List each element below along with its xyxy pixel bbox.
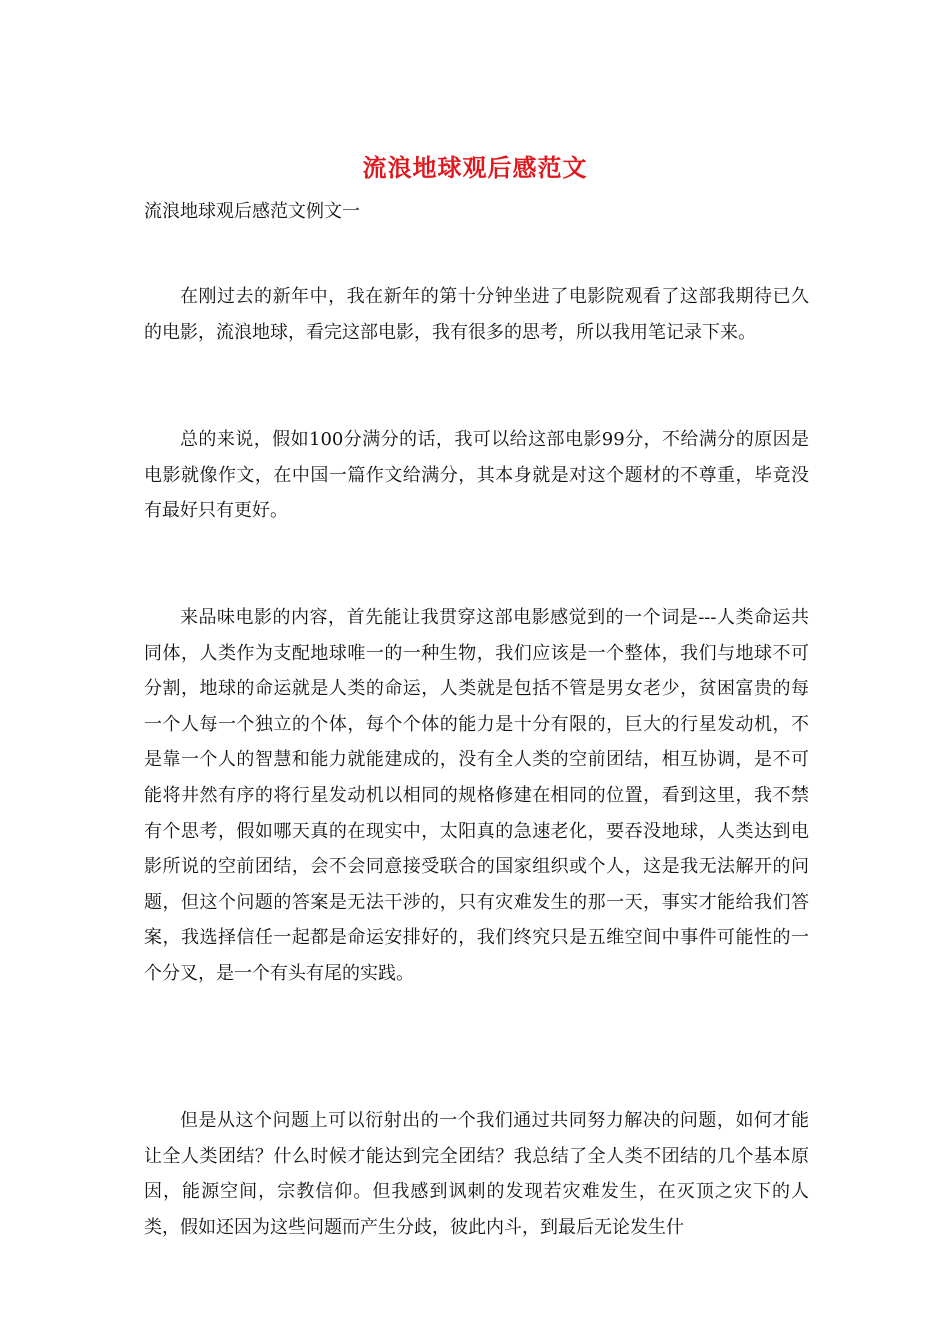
paragraph-4: 但是从这个问题上可以衍射出的一个我们通过共同努力解决的问题，如何才能让全人类团结？什么时候才能达到完全团结？我总结了全人类不团结的几个基本原因，能源空间，宗教信仰。但我感到讽刺的发现若灾难发生，在灭顶之灾下的人类，假如还因为这些问题而产生分歧，彼此内斗，到最后无论发生什 bbox=[144, 1110, 809, 1238]
paragraph-3: 来品味电影的内容，首先能让我贯穿这部电影感觉到的一个词是---人类命运共同体，人类作为支配地球唯一的一种生物，我们应该是一个整体，我们与地球不可分割，地球的命运就是人类的命运，人类就是包括不管是男女老少，贫困富贵的每一个人每一个独立的个体，每个个体的能力是十分有限的，巨大的行星发动机，不是靠一个人的智慧和能力就能建成的，没有全人类的空前团结，相互协调，是不可能将井然有序的将行星发动机以相同的规格修建在相同的位置，看到这里，我不禁有个思考，假如哪天真的在现实中，太阳真的急速老化，要吞没地球，人类达到电影所说的空前团结，会不会同意接受联合的国家组织或个人，这是我无法解开的问题，但这个问题的答案是无法干涉的，只有灾难发生的那一天，事实才能给我们答案，我选择信任一起都是命运安排好的，我们终究只是五维空间中事件可能性的一个分叉，是一个有头有尾的实践。 bbox=[144, 607, 809, 984]
document-title: 流浪地球观后感范文 bbox=[362, 153, 588, 182]
paragraph-1: 在刚过去的新年中，我在新年的第十分钟坐进了电影院观看了这部我期待已久的电影，流浪地球，看完这部电影，我有很多的思考，所以我用笔记录下来。 bbox=[144, 286, 809, 343]
document-subtitle: 流浪地球观后感范文例文一 bbox=[144, 201, 360, 222]
paragraph-2: 总的来说，假如100分满分的话，我可以给这部电影99分，不给满分的原因是电影就像作文，在中国一篇作文给满分，其本身就是对这个题材的不尊重，毕竟没有最好只有更好。 bbox=[144, 429, 809, 522]
